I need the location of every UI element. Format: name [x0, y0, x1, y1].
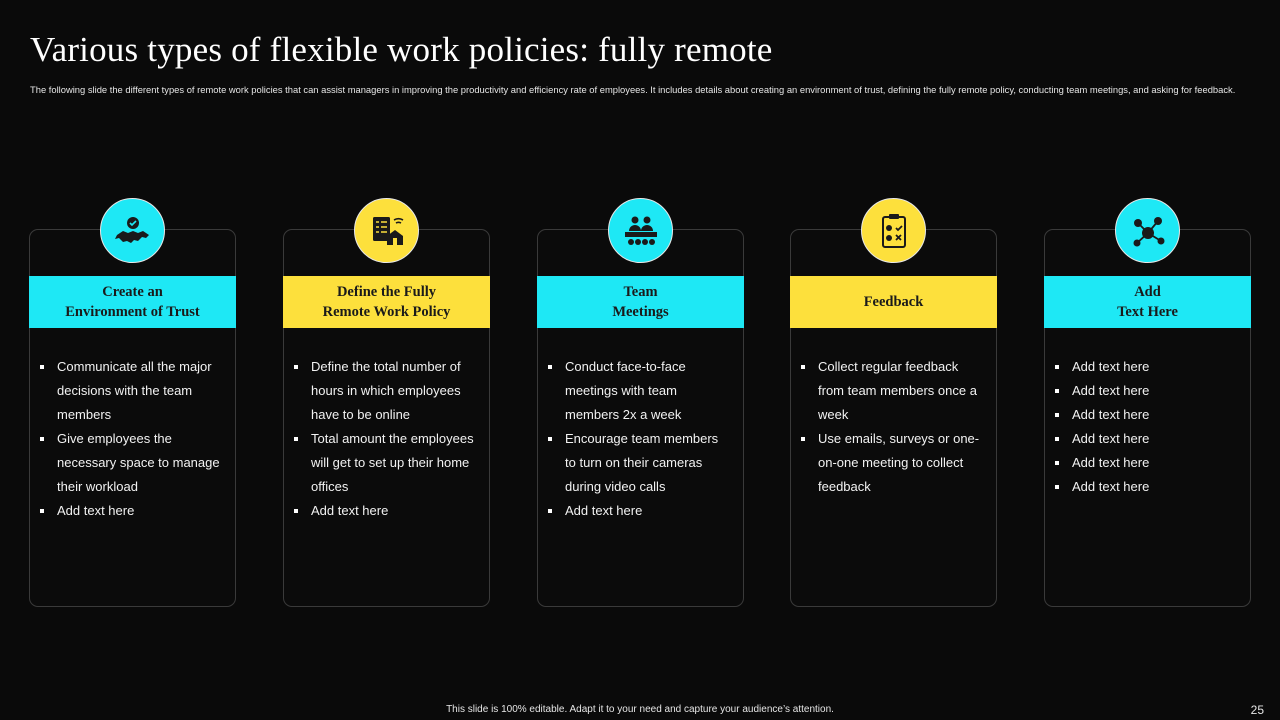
bullet-item: Give employees the necessary space to manage their workload	[39, 427, 222, 499]
bullet-item: Communicate all the major decisions with the team members	[39, 355, 222, 427]
bullet-item: Define the total number of hours in which employees have to be online	[293, 355, 476, 427]
bullet-item: Encourage team members to turn on their cameras during video calls	[547, 427, 730, 499]
bullet-item: Add text here	[547, 499, 730, 523]
bullet-item: Add text here	[1054, 403, 1237, 427]
card-bullet-list	[283, 355, 490, 523]
bullet-item: Add text here	[1054, 355, 1237, 379]
card-heading: Team Meetings	[537, 276, 744, 328]
team-meeting-icon	[608, 198, 673, 263]
bullet-item: Conduct face-to-face meetings with team members 2x a week	[547, 355, 730, 427]
handshake-trust-icon	[100, 198, 165, 263]
card-heading: Create an Environment of Trust	[29, 276, 236, 328]
bullet-item: Add text here	[1054, 475, 1237, 499]
page-number: 25	[1250, 703, 1264, 717]
bullet-item: Add text here	[1054, 379, 1237, 403]
bullet-item: Add text here	[39, 499, 222, 523]
slide-subtitle: The following slide the different types of remote work policies that can assist managers in improving the productivity and efficiency rate of employees. It includes details about creating an environment of trust, defining the fully remote policy, conducting team meetings, and asking for feedback.	[30, 84, 1236, 95]
network-hub-icon	[1115, 198, 1180, 263]
slide-title: Various types of flexible work policies: fully remote	[30, 30, 773, 69]
bullet-item: Add text here	[1054, 427, 1237, 451]
card-bullet-list	[1044, 355, 1251, 499]
card-heading: Add Text Here	[1044, 276, 1251, 328]
card-bullet-list	[537, 355, 744, 523]
card-heading: Feedback	[790, 276, 997, 328]
footer-note: This slide is 100% editable. Adapt it to your need and capture your audience’s attention.	[446, 704, 834, 715]
bullet-item: Collect regular feedback from team members once a week	[800, 355, 983, 427]
remote-work-checklist-icon	[354, 198, 419, 263]
bullet-item: Add text here	[293, 499, 476, 523]
feedback-clipboard-icon	[861, 198, 926, 263]
card-bullet-list	[29, 355, 236, 523]
bullet-item: Total amount the employees will get to set up their home offices	[293, 427, 476, 499]
card-bullet-list	[790, 355, 997, 499]
bullet-item: Add text here	[1054, 451, 1237, 475]
card-heading: Define the Fully Remote Work Policy	[283, 276, 490, 328]
bullet-item: Use emails, surveys or one-on-one meeting to collect feedback	[800, 427, 983, 499]
